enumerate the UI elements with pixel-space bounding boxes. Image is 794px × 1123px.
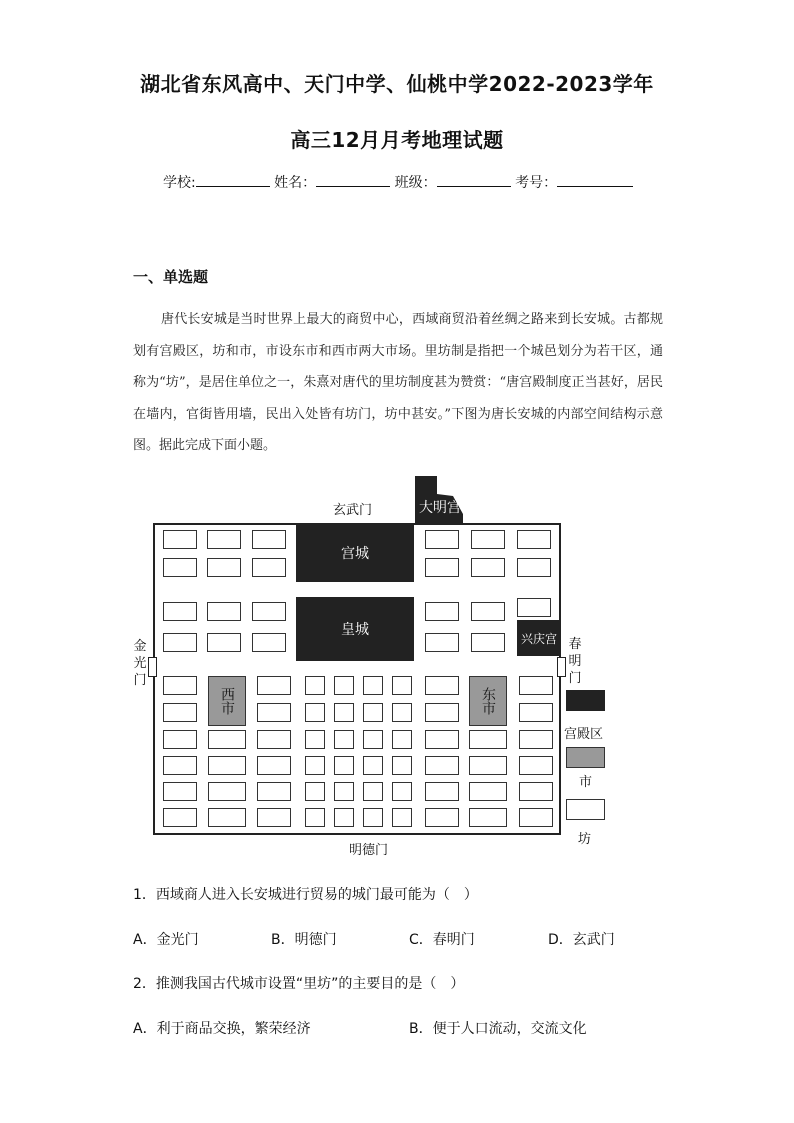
legend-palace-swatch <box>566 690 605 711</box>
ward-block <box>305 782 325 801</box>
ward-block <box>208 756 246 775</box>
ward-block <box>517 598 551 617</box>
ward-block <box>363 730 383 749</box>
ward-block <box>334 703 354 722</box>
ward-block <box>363 808 383 827</box>
ward-block <box>392 730 412 749</box>
ward-block <box>163 530 197 549</box>
city-wall <box>153 523 561 835</box>
ward-block <box>163 730 197 749</box>
ward-block <box>471 633 505 652</box>
ward-block <box>469 756 507 775</box>
ward-block <box>392 782 412 801</box>
ward-block <box>305 676 325 695</box>
west-market: 西市 <box>208 676 246 726</box>
ward-block <box>334 808 354 827</box>
legend-palace-label: 宫殿区 <box>564 727 604 742</box>
ward-block <box>519 676 553 695</box>
ward-block <box>305 756 325 775</box>
ward-block <box>471 602 505 621</box>
ward-block <box>517 530 551 549</box>
ward-block <box>425 808 459 827</box>
ward-block <box>392 676 412 695</box>
ward-block <box>163 756 197 775</box>
ward-block <box>334 782 354 801</box>
ward-block <box>392 703 412 722</box>
ward-block <box>257 676 291 695</box>
imperial-city: 皇城 <box>296 597 414 661</box>
ward-block <box>334 730 354 749</box>
west-gate-opening <box>148 657 157 677</box>
legend-market-label: 市 <box>579 775 593 790</box>
class-label: 班级： <box>394 175 437 191</box>
q1-option-b[interactable]: B．明德门 <box>271 932 337 948</box>
ward-block <box>363 676 383 695</box>
ward-block <box>252 530 286 549</box>
ward-block <box>163 633 197 652</box>
ward-block <box>425 530 459 549</box>
page-title-line2: 高三12月月考地理试题 <box>290 128 504 152</box>
ward-block <box>469 730 507 749</box>
gate-chunming: 春明门 <box>568 637 582 686</box>
ward-block <box>163 602 197 621</box>
ward-block <box>305 703 325 722</box>
ward-block <box>257 730 291 749</box>
ward-block <box>208 730 246 749</box>
school-field[interactable] <box>196 172 270 187</box>
q1-option-a[interactable]: A．金光门 <box>133 932 199 948</box>
ward-block <box>519 730 553 749</box>
question-1-stem: 1．西域商人进入长安城进行贸易的城门最可能为（ ） <box>133 887 478 903</box>
ward-block <box>519 782 553 801</box>
ward-block <box>305 808 325 827</box>
ward-block <box>425 633 459 652</box>
ward-block <box>392 808 412 827</box>
ward-block <box>163 782 197 801</box>
page-title-line1: 湖北省东风高中、天门中学、仙桃中学2022-2023学年 <box>140 72 654 96</box>
question-2-stem: 2．推测我国古代城市设置“里坊”的主要目的是（ ） <box>133 976 465 992</box>
ward-block <box>252 558 286 577</box>
ward-block <box>363 703 383 722</box>
gate-mingde: 明德门 <box>349 843 389 858</box>
ward-block <box>363 756 383 775</box>
legend-ward-swatch <box>566 799 605 820</box>
ward-block <box>207 558 241 577</box>
ward-block <box>517 558 551 577</box>
ward-block <box>334 676 354 695</box>
name-label: 姓名： <box>274 175 317 191</box>
legend-market-swatch <box>566 747 605 768</box>
ward-block <box>207 633 241 652</box>
legend-ward-label: 坊 <box>578 832 592 847</box>
q2-option-a[interactable]: A．利于商品交换，繁荣经济 <box>133 1021 311 1037</box>
ward-block <box>163 808 197 827</box>
exam-no-field[interactable] <box>557 172 633 187</box>
ward-block <box>425 730 459 749</box>
ward-block <box>425 703 459 722</box>
ward-block <box>471 558 505 577</box>
ward-block <box>305 730 325 749</box>
school-label: 学校: <box>163 175 196 191</box>
east-market: 东市 <box>469 676 507 726</box>
ward-block <box>257 703 291 722</box>
gate-jinguang: 金光门 <box>133 639 147 688</box>
q1-option-c[interactable]: C．春明门 <box>409 932 475 948</box>
ward-block <box>425 676 459 695</box>
exam-no-label: 考号： <box>515 175 558 191</box>
ward-block <box>257 782 291 801</box>
ward-block <box>425 602 459 621</box>
palace-city: 宫城 <box>296 524 414 582</box>
ward-block <box>257 756 291 775</box>
ward-block <box>207 602 241 621</box>
ward-block <box>363 782 383 801</box>
ward-block <box>334 756 354 775</box>
gate-xuanwu: 玄武门 <box>333 503 373 518</box>
ward-block <box>208 808 246 827</box>
ward-block <box>257 808 291 827</box>
name-field[interactable] <box>316 172 390 187</box>
ward-block <box>163 676 197 695</box>
ward-block <box>519 703 553 722</box>
q1-option-d[interactable]: D．玄武门 <box>548 932 615 948</box>
ward-block <box>207 530 241 549</box>
ward-block <box>469 808 507 827</box>
ward-block <box>519 808 553 827</box>
ward-block <box>163 703 197 722</box>
reading-passage: 唐代长安城是当时世界上最大的商贸中心，西域商贸沿着丝绸之路来到长安城。古都规划有宫殿区，坊和市，市设东市和西市两大市场。里坊制是指把一个城邑划分为若干区，通称为“坊”，是居住单位之一，朱熹对唐代的里坊制度甚为赞赏：“唐宫殿制度正当甚好，居民在墙内，官街皆用墙，民出入处皆有坊门，坊中甚安。”下图为唐长安城的内部空间结构示意图。据此完成下面小题。 <box>133 312 663 453</box>
ward-block <box>519 756 553 775</box>
section-title: 一、单选题 <box>133 268 209 286</box>
ward-block <box>425 756 459 775</box>
class-field[interactable] <box>437 172 511 187</box>
ward-block <box>425 558 459 577</box>
q2-option-b[interactable]: B．便于人口流动，交流文化 <box>409 1021 587 1037</box>
ward-block <box>471 530 505 549</box>
ward-block <box>252 602 286 621</box>
daming-palace-label: 大明宫 <box>419 500 461 516</box>
ward-block <box>425 782 459 801</box>
ward-block <box>208 782 246 801</box>
xingqing-palace: 兴庆宫 <box>517 620 561 656</box>
east-gate-opening <box>557 657 566 677</box>
ward-block <box>163 558 197 577</box>
ward-block <box>392 756 412 775</box>
ward-block <box>252 633 286 652</box>
student-info-line <box>163 172 633 192</box>
ward-block <box>469 782 507 801</box>
